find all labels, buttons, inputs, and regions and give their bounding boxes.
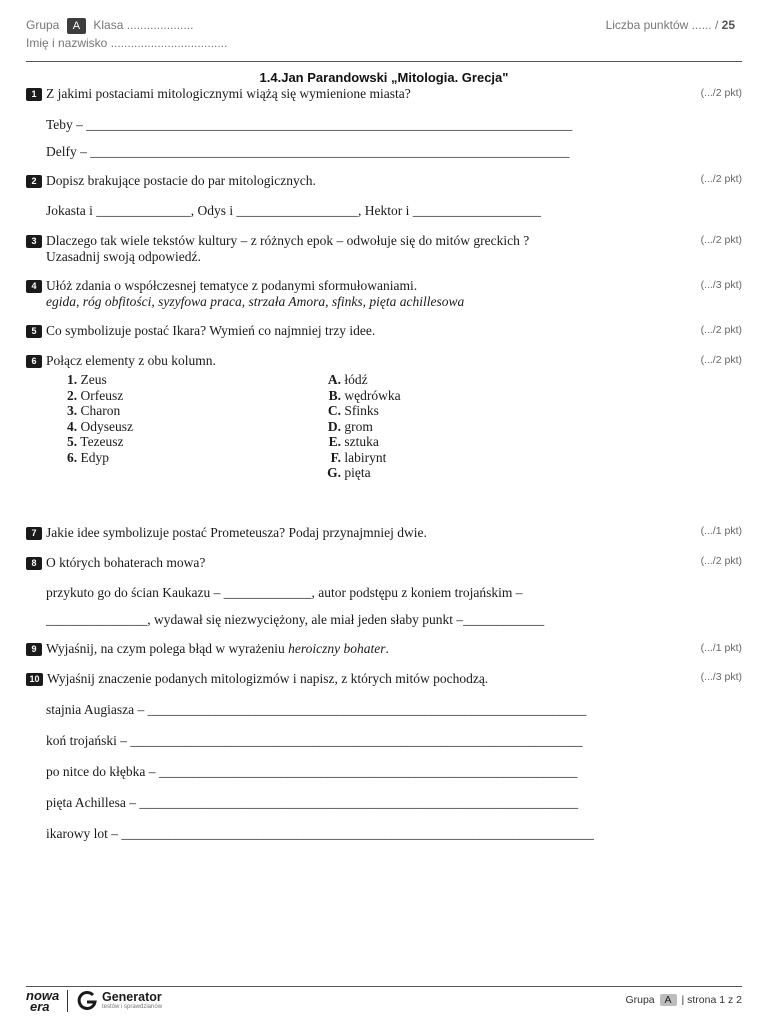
question-points: (.../2 pkt)	[700, 234, 742, 246]
question-5	[26, 323, 375, 339]
generator-brand: Generator	[102, 990, 162, 1004]
list-item: A. łódź	[327, 372, 368, 387]
points-total: 25	[721, 18, 735, 32]
right-column	[325, 372, 401, 481]
question-text: Ułóż zdania o współczesnej tematyce z podanymi sformułowaniami.	[46, 278, 418, 293]
question-text: Z jakimi postaciami mitologicznymi wiążą się wymienione miasta?	[46, 86, 411, 101]
question-text-end: .	[385, 641, 389, 656]
footer-group-badge: A	[660, 994, 677, 1006]
points-summary	[606, 18, 735, 32]
question-points: (.../2 pkt)	[700, 324, 742, 336]
answer-line[interactable]: pięta Achillesa – _________________________________________________________________	[46, 795, 579, 810]
list-item: 6. Edyp	[67, 449, 109, 465]
question-number: 9	[26, 643, 42, 656]
class-label: Klasa ....................	[93, 18, 194, 32]
student-name-label: Imię i nazwisko ...................................	[26, 36, 228, 50]
answer-line[interactable]: Delfy – _______________________________________________________________________	[46, 144, 570, 159]
footer-divider	[26, 986, 742, 987]
question-number: 6	[26, 355, 42, 368]
question-text-continued: Uzasadnij swoją odpowiedź.	[46, 249, 201, 264]
list-item: C. Sfinks	[327, 403, 379, 418]
list-item: 4. Odyseusz	[67, 418, 133, 434]
list-item: 2. Orfeusz	[67, 387, 124, 403]
question-text: O których bohaterach mowa?	[46, 555, 206, 570]
question-3	[26, 233, 529, 249]
question-points: (.../1 pkt)	[700, 525, 742, 537]
question-number: 2	[26, 175, 42, 188]
points-label: Liczba punktów ...... /	[605, 18, 719, 32]
question-1	[26, 86, 411, 102]
logo-separator	[67, 990, 68, 1012]
answer-line[interactable]: ikarowy lot – ______________________________________________________________________	[46, 826, 594, 841]
left-column	[67, 372, 133, 465]
list-item: B. wędrówka	[328, 387, 401, 403]
question-points: (.../2 pkt)	[700, 173, 742, 185]
question-text: Dopisz brakujące postacie do par mitologicznych.	[46, 173, 316, 188]
question-number: 10	[26, 673, 43, 686]
question-points: (.../3 pkt)	[700, 279, 742, 291]
answer-line[interactable]: koń trojański – ___________________________________________________________________	[46, 733, 583, 748]
answer-line[interactable]: po nitce do kłębka – ______________________________________________________________	[46, 764, 578, 779]
question-points: (.../2 pkt)	[700, 354, 742, 366]
question-6	[26, 353, 216, 369]
footer-group-label: Grupa	[625, 994, 655, 1006]
list-item: 1. Zeus	[67, 372, 107, 387]
list-item: 3. Charon	[67, 403, 121, 418]
question-text: Jakie idee symbolizuje postać Prometeusza? Podaj przynajmniej dwie.	[46, 525, 427, 540]
question-number: 8	[26, 557, 42, 570]
question-9	[26, 641, 389, 657]
nowa-era-logo: nowa era	[26, 988, 60, 1014]
group-label: Grupa	[26, 18, 60, 32]
list-item: F. labirynt	[330, 449, 387, 465]
answer-line[interactable]: Jokasta i ______________, Odys i __________________, Hektor i ___________________	[46, 203, 541, 218]
question-points: (.../3 pkt)	[700, 671, 742, 683]
header-divider	[26, 61, 742, 62]
question-8	[26, 555, 205, 571]
question-number: 1	[26, 88, 42, 101]
group-badge: A	[67, 18, 86, 34]
question-7	[26, 525, 427, 541]
question-text-italic: heroiczny bohater	[288, 641, 386, 656]
question-text: Wyjaśnij, na czym polega błąd w wyrażeniu	[46, 641, 289, 656]
header-group-row	[26, 18, 193, 34]
list-item: G. pięta	[327, 465, 371, 480]
question-points: (.../2 pkt)	[700, 87, 742, 99]
page-title: 1.4.Jan Parandowski „Mitologia. Grecja"	[259, 70, 509, 85]
list-item: 5. Tezeusz	[67, 434, 124, 449]
question-4	[26, 278, 417, 294]
page-indicator	[625, 994, 742, 1006]
question-text: Co symbolizuje postać Ikara? Wymień co najmniej trzy idee.	[46, 323, 376, 338]
question-points: (.../2 pkt)	[700, 555, 742, 567]
question-text: Dlaczego tak wiele tekstów kultury – z różnych epok – odwołuje się do mitów greckich ?	[46, 233, 530, 248]
footer-page-label: | strona 1 z 2	[681, 994, 742, 1006]
generator-subtitle: testów i sprawdzianów	[102, 1004, 163, 1010]
question-number: 4	[26, 280, 42, 293]
answer-line[interactable]: Teby – ________________________________________________________________________	[46, 117, 573, 132]
generator-g-icon	[76, 990, 98, 1017]
list-item: E. sztuka	[328, 434, 379, 449]
answer-line[interactable]: _______________, wydawał się niezwyciężony, ale miał jeden słaby punkt –____________	[46, 612, 545, 627]
question-10	[26, 671, 488, 687]
answer-line[interactable]: przykuto go do ścian Kaukazu – _____________, autor podstępu z koniem trojańskim –	[46, 585, 523, 600]
list-item: D. grom	[327, 418, 373, 434]
phrase-list: egida, róg obfitości, syzyfowa praca, strzała Amora, sfinks, pięta achillesowa	[46, 294, 465, 309]
question-number: 7	[26, 527, 42, 540]
question-2	[26, 173, 316, 189]
answer-line[interactable]: stajnia Augiasza – _________________________________________________________________	[46, 702, 587, 717]
question-number: 3	[26, 235, 42, 248]
question-points: (.../1 pkt)	[700, 642, 742, 654]
question-text: Połącz elementy z obu kolumn.	[46, 353, 216, 368]
question-number: 5	[26, 325, 42, 338]
question-text: Wyjaśnij znaczenie podanych mitologizmów i napisz, z których mitów pochodzą.	[47, 671, 489, 686]
